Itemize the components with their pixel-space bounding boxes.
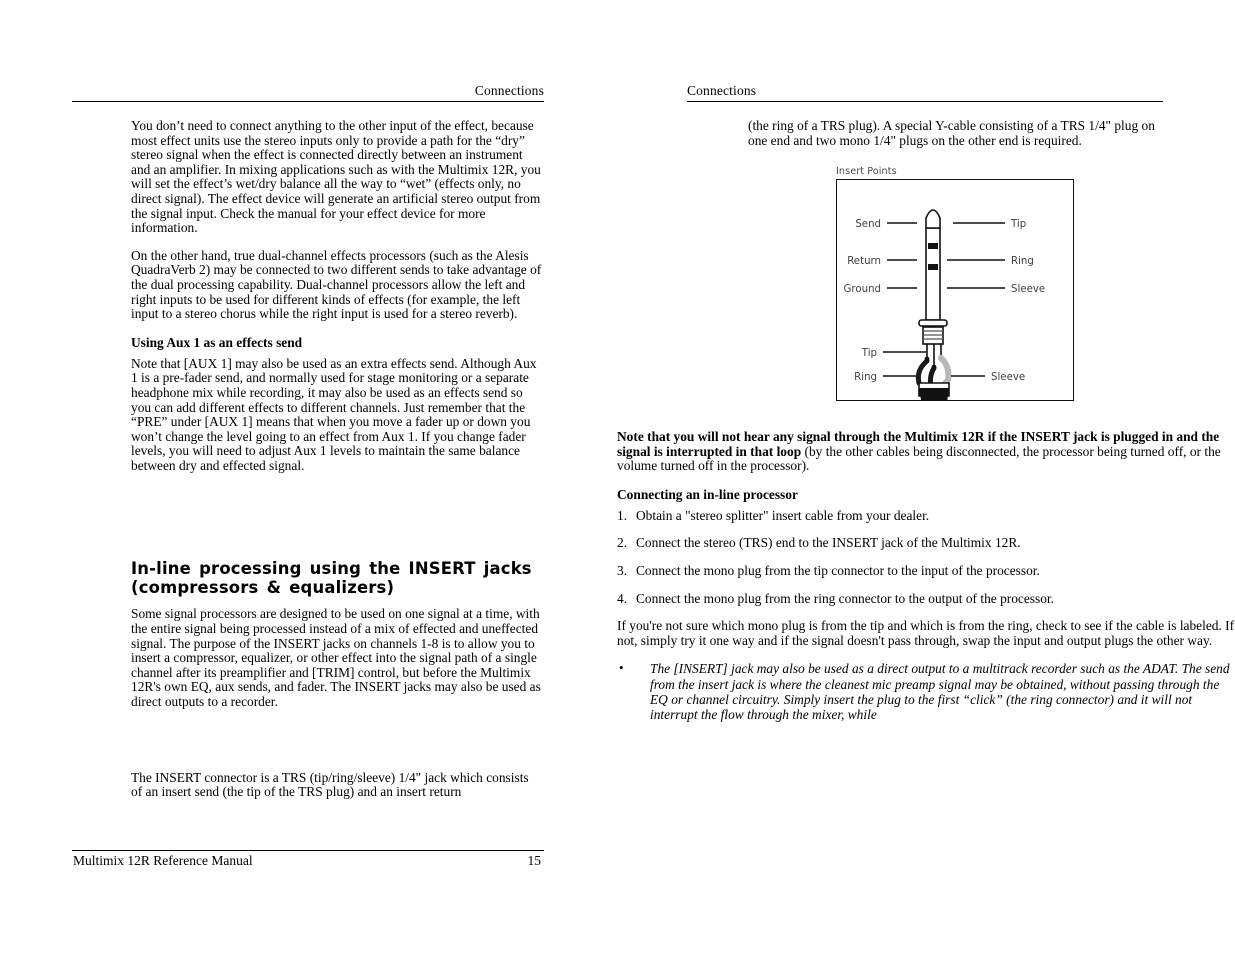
figure-frame: [836, 179, 1074, 401]
subheading-connecting-inline-processor: Connecting an in-line processor: [617, 486, 798, 502]
footer-page-number: 15: [527, 853, 541, 868]
list-item-number: 3.: [617, 562, 628, 578]
cable-jacket: [920, 394, 948, 400]
note-rest-text: (by the other cables being disconnected, the processor being turned off, or the volume turned off in the processor).: [617, 443, 1221, 474]
label-lower-ring: Ring: [854, 372, 877, 383]
label-tip: Tip: [1011, 219, 1027, 230]
left-column-body: [131, 119, 543, 800]
list-item: [617, 536, 1235, 551]
note-bold-text: Note that you will not hear any signal through the Multimix 12R if the INSERT jack is plugged in and the signal is interrupted in that loop: [617, 429, 1220, 459]
footer-manual-title: Multimix 12R Reference Manual: [73, 853, 253, 868]
right-column-body-lower: [617, 430, 1235, 722]
list-item-number: 1.: [617, 507, 628, 523]
list-item-text: Obtain a "stereo splitter" insert cable from your dealer.: [636, 507, 930, 523]
label-ring: Ring: [1011, 256, 1034, 267]
list-item-number: 2.: [617, 535, 628, 551]
label-send: Send: [855, 219, 881, 230]
section-heading-line-1: In-line processing using the INSERT jacks: [131, 559, 532, 579]
insert-direct-output-bullet-list: [617, 661, 1235, 722]
solder-joint-1: [925, 357, 930, 362]
vertical-spacer-2: [131, 723, 543, 771]
plug-ring-band-1: [928, 243, 938, 249]
bullet-marker: •: [619, 660, 624, 676]
trs-plug-illustration: [837, 180, 1073, 400]
paragraph-which-mono-plug: If you're not sure which mono plug is from the tip and which is from the ring, check to see if the cable is labeled. If not, simply try it one way and if the signal doesn't pass through, swap the input and output plugs the other way.: [617, 618, 1235, 648]
paragraph-effect-other-input: You don’t need to connect anything to the other input of the effect, because most effect units use the stereo inputs only to provide a path for the “dry” stereo signal when the effect is connected directly between an instrument and an amplifier. In mixing applications such as with the Multimix 12R, you will set the effect’s wet/dry balance all the way to “wet” (effects only, no direct signal). The effect device will generate an artificial stereo output from the signal input. Check the manual for your effect device for more information.: [131, 118, 541, 236]
solder-joint-2: [932, 365, 937, 370]
footer-rule: [72, 850, 544, 851]
list-item: [617, 592, 1235, 607]
paragraph-insert-connector-trs: The INSERT connector is a TRS (tip/ring/sleeve) 1/4" jack which consists of an insert send (the tip of the TRS plug) and an insert return: [131, 769, 529, 800]
list-item: [617, 564, 1235, 579]
label-lower-sleeve: Sleeve: [991, 372, 1026, 383]
header-rule-right: [687, 101, 1163, 102]
list-item-text: Connect the mono plug from the ring connector to the output of the processor.: [636, 590, 1054, 606]
plug-shaft: [926, 228, 940, 320]
list-item-text: Connect the mono plug from the tip connector to the input of the processor.: [636, 562, 1040, 578]
connection-steps-list: [617, 509, 1235, 606]
list-item-text: Connect the stereo (TRS) end to the INSERT jack of the Multimix 12R.: [636, 535, 1021, 551]
paragraph-insert-note: [617, 430, 1235, 474]
label-ground: Ground: [843, 284, 881, 295]
insert-points-figure: [836, 166, 1080, 401]
list-item: [617, 661, 1235, 722]
right-page: [617, 0, 1235, 954]
section-heading-inline-processing: [131, 560, 543, 597]
header-rule-left: [72, 101, 544, 102]
list-item-number: 4.: [617, 590, 628, 606]
plug-ring-band-2: [928, 264, 938, 270]
label-sleeve: Sleeve: [1011, 284, 1046, 295]
subheading-using-aux-1: Using Aux 1 as an effects send: [131, 334, 303, 350]
paragraph-insert-jacks-purpose: Some signal processors are designed to be used on one signal at a time, with the entire signal being processed instead of a mix of effected and uneffected signal. The purpose of the INSERT jacks on channels 1-8 is to allow you to insert a compressor, equalizer, or other effect into the signal path of a single channel after its preamplifier and [TRIM] control, but before the Multimix 12R's own EQ, aux sends, and fader. The INSERT jacks may also be used as direct outputs to a recorder.: [131, 606, 541, 710]
paragraph-y-cable: (the ring of a TRS plug). A special Y-cable consisting of a TRS 1/4" plug on one end and two mono 1/4" plugs on the other end is required.: [748, 118, 1155, 148]
plug-collar: [919, 320, 947, 326]
left-page: [0, 0, 617, 954]
page-header-right: Connections: [687, 83, 757, 98]
paragraph-aux1-effects-send: Note that [AUX 1] may also be used as an extra effects send. Although Aux 1 is a pre-fader send, and normally used for stage monitoring or a separate headphone mix while recording, it may also be used as an effects send so you can add different effects to different channels. Just remember that the “PRE” under [AUX 1] means that when you move a fader up or down you won’t change the level going to an effect from Aux 1. If you change fader levels, you will need to adjust Aux 1 levels to maintain the same balance between dry and effected signal.: [131, 355, 537, 473]
label-lower-tip: Tip: [861, 348, 877, 359]
page-header-left: Connections: [474, 83, 544, 98]
paragraph-dual-channel: On the other hand, true dual-channel effects processors (such as the Alesis QuadraVerb 2) may be connected to two different sends to take advantage of the dual processing capability. Dual-channel processors allow the left and right inputs to be used for different kinds of effects (for example, the left input to a stereo chorus while the right input is used for a stereo reverb).: [131, 247, 542, 322]
section-heading-line-2: (compressors & equalizers): [131, 577, 395, 597]
plug-tip: [926, 210, 940, 228]
list-item: [617, 509, 1235, 524]
right-column-body: [748, 119, 1163, 148]
list-item-text: The [INSERT] jack may also be used as a direct output to a multitrack recorder such as the ADAT. The send from the insert jack is where the cleanest mic preamp signal may be obtained, without passing through the EQ or channel circuitry. Simply insert the plug to the first “click” (the ring connector) and it will not interrupt the flow through the mixer, while: [650, 661, 1230, 722]
vertical-spacer: [131, 486, 543, 560]
label-return: Return: [847, 256, 881, 267]
figure-caption: Insert Points: [836, 166, 897, 177]
